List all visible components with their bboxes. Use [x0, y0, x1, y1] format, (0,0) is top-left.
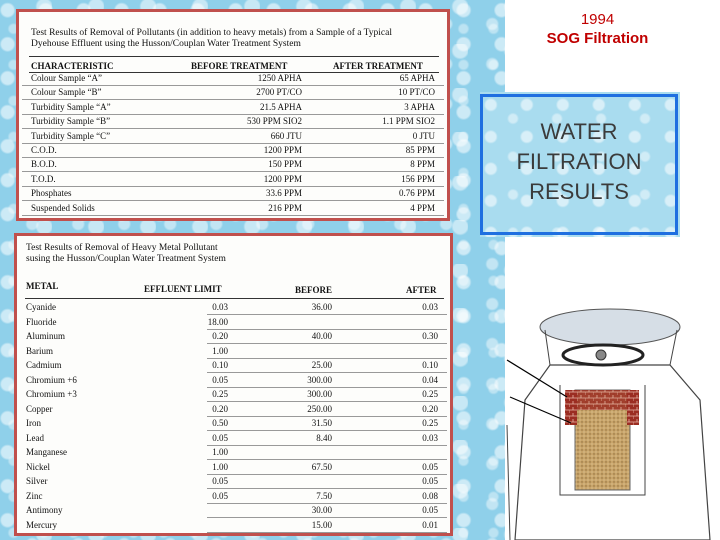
table1-header-before: BEFORE TREATMENT [191, 61, 288, 71]
after-cell: 0.25 [422, 389, 438, 399]
after-cell: 0.05 [422, 461, 438, 472]
characteristic-cell: Phosphates [31, 188, 72, 199]
table2-header-before: BEFORE [295, 285, 333, 295]
effluent-limit-cell: 0.10 [212, 360, 228, 370]
row-divider [22, 215, 444, 216]
metal-cell: Aluminum [26, 331, 66, 341]
before-treatment-cell: 33.6 PPM [265, 188, 302, 199]
table-row [19, 159, 447, 171]
before-treatment-cell: 1200 PPM [263, 145, 302, 155]
before-cell: 300.00 [307, 374, 332, 385]
row-divider [207, 387, 447, 388]
after-cell: 0.01 [422, 519, 438, 530]
side-heading [525, 10, 670, 48]
characteristic-cell: Colour Sample “B” [31, 87, 102, 98]
before-treatment-cell: 1200 PPM [263, 173, 302, 184]
characteristic-cell: C.O.D. [31, 145, 57, 155]
characteristic-cell: Colour Sample “A” [31, 73, 102, 83]
characteristic-cell: Suspended Solids [31, 202, 95, 213]
after-treatment-cell: 0 JTU [412, 130, 435, 141]
before-cell: 7.50 [316, 490, 332, 501]
after-cell: 0.25 [422, 418, 438, 428]
table-row [17, 346, 450, 358]
after-cell: 0.05 [422, 476, 438, 486]
effluent-limit-cell: 1.00 [212, 461, 228, 472]
table-row [17, 520, 450, 532]
after-treatment-cell: 85 PPM [405, 145, 435, 155]
pollutants-table-panel [16, 9, 450, 221]
table-row [19, 73, 447, 85]
table-row [17, 433, 450, 445]
effluent-limit-cell: 18.00 [207, 316, 228, 327]
after-treatment-cell: 65 APHA [399, 73, 435, 83]
metal-cell: Cyanide [26, 302, 56, 312]
table-row [17, 302, 450, 314]
before-treatment-cell: 150 PPM [268, 159, 302, 170]
box-text-line3: RESULTS [529, 179, 629, 204]
before-cell: 31.50 [311, 418, 332, 428]
metal-cell: Silver [26, 476, 48, 486]
table-row [17, 505, 450, 517]
effluent-limit-cell: 0.25 [212, 389, 228, 399]
metal-cell: Lead [26, 432, 44, 443]
metal-cell: Chromium +6 [26, 374, 77, 385]
before-cell: 25.00 [311, 360, 332, 370]
table-row [17, 491, 450, 503]
after-cell: 0.08 [422, 490, 438, 501]
row-divider [207, 474, 447, 475]
row-divider [22, 186, 444, 187]
after-treatment-cell: 0.76 PPM [398, 188, 435, 199]
table-row [17, 462, 450, 474]
row-divider [22, 85, 444, 86]
effluent-limit-cell: 1.00 [212, 345, 228, 356]
top-lid [540, 309, 680, 345]
after-treatment-cell: 10 PT/CO [398, 87, 435, 98]
table-row [17, 418, 450, 430]
row-divider [207, 358, 447, 359]
effluent-limit-cell: 0.05 [212, 374, 228, 385]
metal-cell: Barium [26, 345, 53, 356]
row-divider [207, 503, 447, 504]
water-filtration-results-box [480, 94, 678, 235]
row-divider [22, 99, 444, 100]
before-cell: 40.00 [311, 331, 332, 341]
table-row [17, 389, 450, 401]
row-divider [207, 517, 447, 518]
metal-cell: Copper [26, 403, 53, 414]
table-row [19, 102, 447, 114]
row-divider [207, 314, 447, 315]
after-treatment-cell: 8 PPM [410, 159, 435, 170]
before-cell: 300.00 [307, 389, 332, 399]
table-row [19, 116, 447, 128]
row-divider [207, 459, 447, 460]
metal-cell: Chromium +3 [26, 389, 77, 399]
row-divider [207, 488, 447, 489]
before-cell: 30.00 [311, 505, 332, 515]
table-row [19, 87, 447, 99]
before-cell: 8.40 [316, 432, 332, 443]
after-treatment-cell: 156 PPM [401, 173, 435, 184]
effluent-limit-cell: 1.00 [212, 447, 228, 457]
after-cell: 0.20 [422, 403, 438, 414]
table-row [19, 174, 447, 186]
before-cell: 36.00 [311, 302, 332, 312]
characteristic-cell: T.O.D. [31, 173, 56, 184]
table2-title-line1: Test Results of Removal of Heavy Metal Pollutant [26, 243, 218, 253]
before-cell: 250.00 [307, 403, 332, 414]
table-row [17, 360, 450, 372]
table-row [17, 447, 450, 459]
metal-cell: Fluoride [26, 316, 57, 327]
table2-header-effluent-limit: EFFLUENT LIMIT [144, 284, 222, 294]
metal-cell: Mercury [26, 519, 57, 530]
table-row [17, 331, 450, 343]
row-divider [22, 171, 444, 172]
row-divider [22, 114, 444, 115]
metal-cell: Manganese [26, 447, 67, 457]
characteristic-cell: Turbidity Sample “C” [31, 130, 111, 141]
before-cell: 67.50 [311, 461, 332, 472]
before-treatment-cell: 21.5 APHA [259, 101, 302, 112]
after-treatment-cell: 4 PPM [410, 202, 435, 213]
table-row [19, 203, 447, 215]
after-treatment-cell: 3 APHA [404, 101, 435, 112]
effluent-limit-cell: 0.20 [212, 403, 228, 414]
heavy-metals-table-panel [14, 233, 453, 536]
row-divider [22, 157, 444, 158]
characteristic-cell: B.O.D. [31, 159, 57, 170]
row-divider [207, 401, 447, 402]
after-cell: 0.03 [422, 302, 438, 312]
table-row [19, 188, 447, 200]
row-divider [207, 343, 447, 344]
table-row [19, 145, 447, 157]
row-divider [207, 329, 447, 330]
table-row [17, 375, 450, 387]
characteristic-cell: Turbidity Sample “A” [31, 101, 111, 112]
after-cell: 0.04 [422, 374, 438, 385]
box-text-line2: FILTRATION [516, 149, 642, 174]
effluent-limit-cell: 0.05 [212, 432, 228, 443]
table1-header-characteristic: CHARACTERISTIC [31, 61, 114, 71]
effluent-limit-cell: 0.50 [212, 418, 228, 428]
table2-header-metal: METAL [26, 281, 59, 291]
inlet-valve [596, 350, 606, 360]
table-row [17, 317, 450, 329]
box-text-line1: WATER [540, 119, 618, 144]
row-divider [22, 200, 444, 201]
table-row [19, 131, 447, 143]
before-treatment-cell: 530 PPM SIO2 [246, 116, 302, 127]
before-cell: 15.00 [311, 519, 332, 530]
row-divider [207, 445, 447, 446]
before-treatment-cell: 216 PPM [268, 202, 302, 213]
row-divider [207, 532, 447, 533]
effluent-limit-cell: 0.03 [212, 302, 228, 312]
table1-title-line2: Dyehouse Effluent using the Husson/Couplan Water Treatment System [31, 39, 301, 49]
after-treatment-cell: 1.1 PPM SIO2 [382, 116, 435, 127]
row-divider [207, 372, 447, 373]
filter-unit-illustration [505, 305, 715, 540]
table-row [17, 404, 450, 416]
after-cell: 0.03 [422, 432, 438, 443]
table2-title-line2: susing the Husson/Couplan Water Treatment System [26, 254, 226, 264]
before-treatment-cell: 1250 APHA [257, 73, 302, 83]
metal-cell: Zinc [26, 490, 43, 501]
metal-cell: Iron [26, 418, 41, 428]
metal-cell: Cadmium [26, 360, 62, 370]
effluent-limit-cell: 0.05 [212, 490, 228, 501]
row-divider [207, 430, 447, 431]
table1-top-rule [29, 56, 439, 57]
red-layer-top [575, 390, 630, 410]
before-treatment-cell: 2700 PT/CO [256, 87, 302, 98]
sog-filtration-label: SOG Filtration [546, 30, 649, 47]
table2-header-rule [25, 298, 444, 299]
effluent-limit-cell: 0.20 [212, 331, 228, 341]
before-treatment-cell: 660 JTU [270, 130, 302, 141]
table1-header-after: AFTER TREATMENT [333, 61, 423, 71]
row-divider [22, 128, 444, 129]
row-divider [22, 143, 444, 144]
table1-title-line1: Test Results of Removal of Pollutants (in addition to heavy metals) from a Sample of a Typical [31, 28, 393, 38]
pointer-line-3 [507, 425, 510, 540]
metal-cell: Antimony [26, 505, 63, 515]
year-label: 1994 [580, 11, 615, 28]
row-divider [207, 416, 447, 417]
table2-header-after: AFTER [406, 285, 437, 295]
metal-cell: Nickel [26, 461, 50, 472]
table-row [17, 476, 450, 488]
characteristic-cell: Turbidity Sample “B” [31, 116, 111, 127]
after-cell: 0.30 [422, 331, 438, 341]
after-cell: 0.05 [422, 505, 438, 515]
after-cell: 0.10 [422, 360, 438, 370]
effluent-limit-cell: 0.05 [212, 476, 228, 486]
